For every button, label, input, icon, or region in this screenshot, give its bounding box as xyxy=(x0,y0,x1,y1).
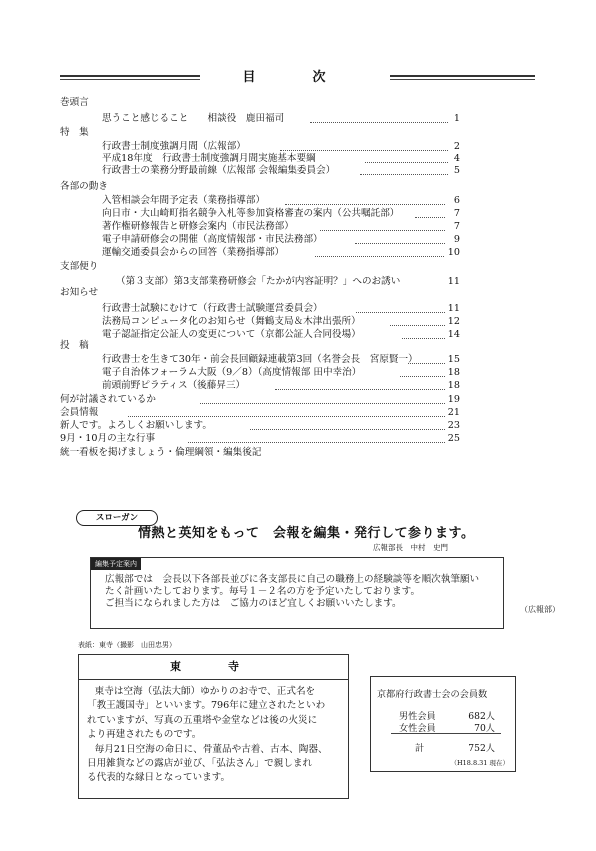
cover-title: 東 寺 xyxy=(79,655,348,680)
toc-page-number: 9 xyxy=(453,234,460,245)
member-count-caption: 京都府行政書士会の会員数 xyxy=(377,689,488,700)
toc-leader-dots xyxy=(360,166,448,175)
cover-line: 日用雑貨などの露店が並び、「弘法さん」で親しまれ xyxy=(87,758,313,770)
toc-entry-title: 会員情報 xyxy=(60,407,99,418)
toc-entry-title: 電子申請研修会の開催（高度情報部・市民法務部） xyxy=(102,234,323,245)
toc-page-number: 5 xyxy=(453,165,460,176)
toc-entry-title: 統一看板を掲げましょう・倫理綱領・編集後記 xyxy=(60,447,262,458)
total-value: 752人 xyxy=(468,743,495,754)
male-label: 男性会員 xyxy=(399,711,436,722)
editorial-notice-box xyxy=(90,557,504,629)
toc-leader-dots xyxy=(356,304,445,313)
toc-leader-dots xyxy=(285,196,445,205)
toc-leader-dots xyxy=(415,209,445,218)
toc-page-number: 7 xyxy=(453,208,460,219)
toc-entry-title: 著作権研修報告と研修会案内（市民法務部） xyxy=(102,221,294,232)
toc-entry-title: 行政書士の業務分野最前線（広報部 会報編集委員会） xyxy=(102,165,336,176)
toc-page-number: 14 xyxy=(447,329,460,340)
title-rule-left xyxy=(60,75,200,77)
title-rule-right-thin xyxy=(390,79,535,80)
toc-entry-title: 新人です。よろしくお願いします。 xyxy=(60,420,212,431)
toc-entry[interactable] xyxy=(60,434,460,446)
notice-tag: 編集予定案内 xyxy=(91,558,141,570)
toc-entry-title: 法務局コンピュータ化のお知らせ（舞鶴支局＆木津出張所） xyxy=(102,316,361,327)
page-title: 目 次 xyxy=(242,70,348,85)
toc-leader-dots xyxy=(315,248,444,257)
toc-leader-dots xyxy=(275,381,445,390)
toc-section-heading: 投 稿 xyxy=(60,340,89,351)
member-count-box xyxy=(370,676,516,772)
toc-entry[interactable] xyxy=(60,381,460,393)
toc-section-heading: 支部便り xyxy=(60,261,99,272)
toc-entry-title: 行政書士を生きて30年・前会長回顧録連載第3回（名誉会長 宮原賢一） xyxy=(102,354,418,365)
toc-leader-dots xyxy=(408,355,445,364)
cover-line: より再建されたものです。 xyxy=(87,729,202,741)
cover-caption: 表紙：東寺（撮影 山田忠男） xyxy=(78,641,176,649)
toc-entry[interactable] xyxy=(60,395,460,407)
cover-line: 東寺は空海（弘法大師）ゆかりのお寺で、正式名を xyxy=(94,686,316,697)
slogan-signature: 広報部長 中村 史門 xyxy=(373,543,448,552)
toc-page-number: 4 xyxy=(453,153,460,164)
total-rule xyxy=(391,733,501,734)
toc-page-number: 11 xyxy=(447,303,460,314)
toc-page-number: 6 xyxy=(453,195,460,206)
toc-page-number: 21 xyxy=(447,407,460,418)
toc-entry-title: 思うこと感じること 相談役 鹿田福司 xyxy=(102,113,285,124)
toc-leader-dots xyxy=(355,235,445,244)
toc-page-number: 18 xyxy=(447,367,460,378)
cover-line: れていますが、写真の五重塔や金堂などは後の火災に xyxy=(87,714,318,726)
toc-section-heading: 各部の動き xyxy=(60,181,108,192)
toc-page-number: 23 xyxy=(447,420,460,431)
toc-entry[interactable] xyxy=(60,330,460,342)
toc-entry[interactable] xyxy=(60,355,460,367)
slogan-badge: スローガン xyxy=(76,510,158,526)
toc-entry[interactable] xyxy=(60,248,460,260)
toc-entry-title: 電子自治体フォーラム大阪（9／8）（高度情報部 田中幸治） xyxy=(102,367,362,378)
title-rule-right xyxy=(390,75,535,77)
slogan-text: 情熱と英知をもって 会報を編集・発行して参ります。 xyxy=(138,526,475,541)
toc-leader-dots xyxy=(188,434,445,443)
toc-page-number: 10 xyxy=(447,247,460,258)
toc-entry-title: 入管相談会年間予定表（業務指導部） xyxy=(102,195,266,206)
toc-entry-title: 何が討議されているか xyxy=(60,394,156,405)
notice-line: たく計画いたしております。毎号１－２名の方を予定いたしております。 xyxy=(105,586,421,597)
toc-leader-dots xyxy=(390,317,445,326)
toc-entry[interactable] xyxy=(60,277,460,289)
toc-entry[interactable] xyxy=(60,317,460,329)
toc-leader-dots xyxy=(250,421,445,430)
female-value: 70人 xyxy=(474,723,495,734)
toc-page-number: 18 xyxy=(447,380,460,391)
toc-leader-dots xyxy=(402,330,445,339)
toc-entry[interactable] xyxy=(60,166,460,178)
toc-entry[interactable] xyxy=(60,235,460,247)
notice-line: 広報部では 会長以下各部長並びに各支部長に自己の職務上の経験談等を順次執筆願い xyxy=(105,574,480,585)
cover-description-box xyxy=(78,654,349,799)
toc-entry-title: （第３支部）第3支部業務研修会「たかが内容証明？」へのお誘い xyxy=(116,276,401,287)
toc-entry-title: 電子認証指定公証人の変更について（京都公証人合同役場） xyxy=(102,329,361,340)
toc-page-number: 25 xyxy=(447,433,460,444)
toc-entry[interactable] xyxy=(60,448,460,460)
toc-entry-title: 前頭前野ピラティス（後藤昇三） xyxy=(102,380,246,391)
toc-entry[interactable] xyxy=(60,304,460,316)
toc-page-number: 15 xyxy=(447,354,460,365)
female-label: 女性会員 xyxy=(399,723,436,734)
toc-entry[interactable] xyxy=(60,368,460,380)
notice-signature: （広報部） xyxy=(520,605,560,614)
toc-page-number: 7 xyxy=(453,221,460,232)
toc-entry[interactable] xyxy=(60,114,460,126)
toc-entry[interactable] xyxy=(60,209,460,221)
toc-leader-dots xyxy=(320,222,445,231)
toc-page-number: 19 xyxy=(447,394,460,405)
toc-entry-title: 平成18年度 行政書士制度強調月間実施基本要綱 xyxy=(102,153,316,164)
toc-section-heading: お知らせ xyxy=(60,287,99,298)
toc-leader-dots xyxy=(400,368,445,377)
toc-leader-dots xyxy=(365,154,448,163)
cover-line: る代表的な縁日となっています。 xyxy=(87,772,231,784)
toc-entry-title: 向日市・大山崎町指名競争入札等参加資格審査の案内（公共嘱託部） xyxy=(102,208,400,219)
cover-line: 「教王護国寺」といいます。796年に建立されたといわ xyxy=(87,700,326,712)
notice-line: ご担当になられました方は ご協力のほど宜しくお願いいたします。 xyxy=(105,598,402,609)
toc-entry[interactable] xyxy=(60,421,460,433)
toc-leader-dots xyxy=(128,408,445,417)
toc-leader-dots xyxy=(280,142,448,151)
toc-entry-title: 運輸交通委員会からの回答（業務指導部） xyxy=(102,247,285,258)
toc-entry[interactable] xyxy=(60,408,460,420)
toc-page-number: 1 xyxy=(453,113,460,124)
male-value: 682人 xyxy=(468,711,495,722)
toc-page-number: 11 xyxy=(447,276,460,287)
toc-entry-title: 行政書士試験にむけて（行政書士試験運営委員会） xyxy=(102,303,323,314)
cover-body xyxy=(87,685,343,786)
toc-leader-dots xyxy=(310,114,448,123)
notice-body xyxy=(105,574,497,610)
toc-entry-title: 行政書士制度強調月間（広報部） xyxy=(102,141,246,152)
title-rule-left-thin xyxy=(60,79,200,80)
as-of-date: （H18.8.31 現在） xyxy=(450,759,509,767)
cover-line: 毎月21日空海の命日に、骨董品や古着、古本、陶器、 xyxy=(94,743,328,755)
toc-section-heading: 特 集 xyxy=(60,127,89,138)
total-label: 計 xyxy=(415,743,425,754)
toc-page-number: 2 xyxy=(453,141,460,152)
toc-entry[interactable] xyxy=(60,222,460,234)
toc-page-number: 12 xyxy=(447,316,460,327)
toc-section-heading: 巻頭言 xyxy=(60,97,89,108)
toc-entry[interactable] xyxy=(60,196,460,208)
toc-leader-dots xyxy=(200,395,445,404)
toc-entry-title: 9月・10月の主な行事 xyxy=(60,433,156,444)
